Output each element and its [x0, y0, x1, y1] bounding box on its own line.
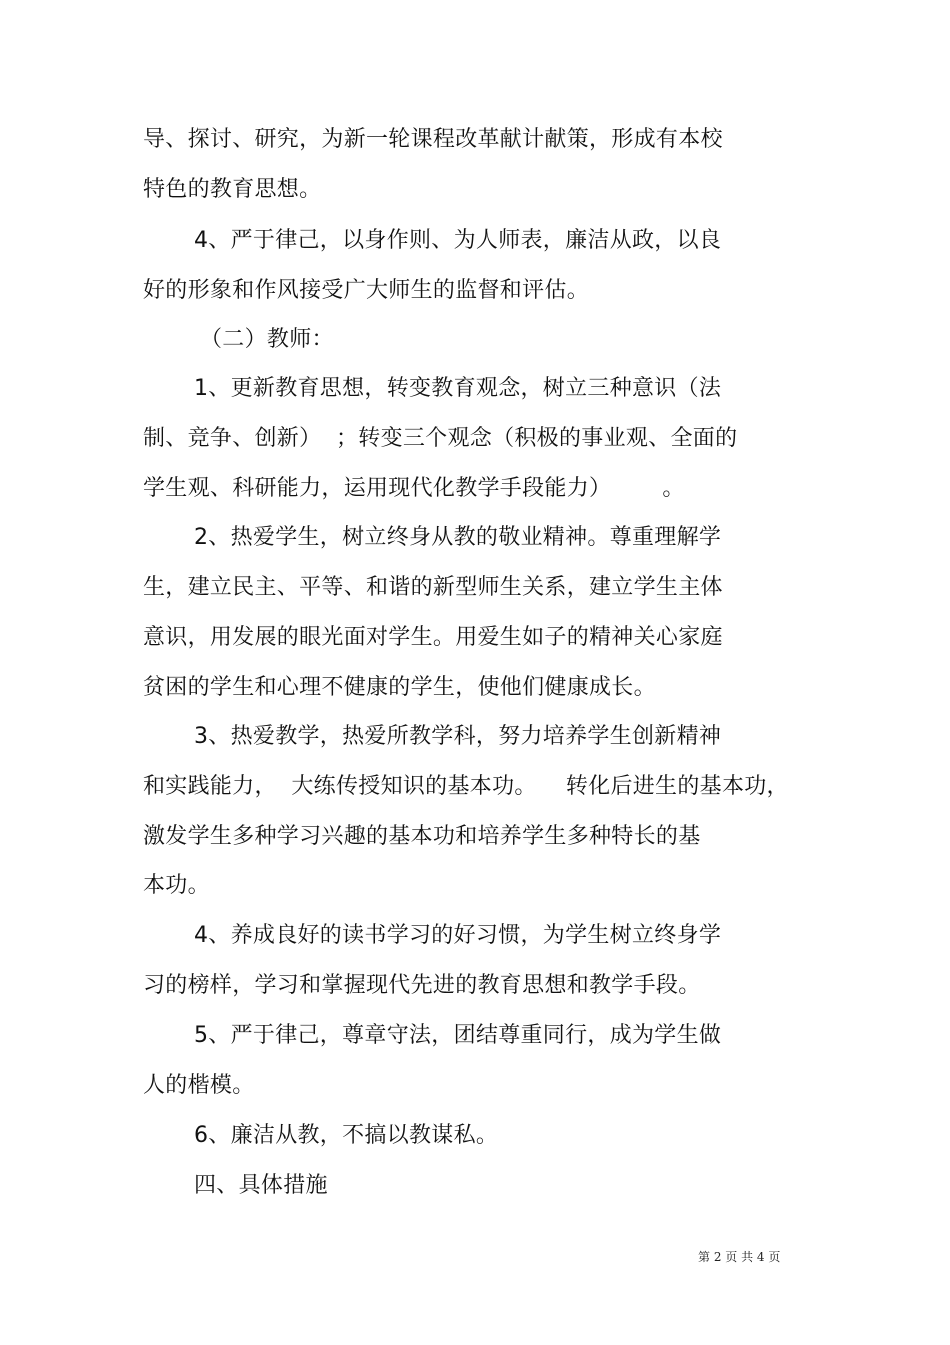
section-heading: 四、具体措施 [194, 1173, 328, 1198]
body-text-line: 本功。 [143, 873, 210, 898]
body-text-line: 制、竞争、创新） ；转变三个观念（积极的事业观、全面的 [143, 426, 738, 451]
body-text-line: 学生观、科研能力，运用现代化教学手段能力） 。 [143, 476, 685, 501]
body-text-line: 贫困的学生和心理不健康的学生，使他们健康成长。 [143, 675, 656, 700]
page-number-footer: 第 2 页 共 4 页 [698, 1250, 781, 1264]
body-text-line: 导、探讨、研究，为新一轮课程改革献计献策，形成有本校 [143, 127, 723, 152]
body-text-line: 习的榜样，学习和掌握现代先进的教育思想和教学手段。 [143, 973, 701, 998]
body-text-line: 特色的教育思想。 [143, 177, 322, 202]
body-text-line: 4、养成良好的读书学习的好习惯，为学生树立终身学 [194, 923, 722, 948]
body-text-line: 1、更新教育思想，转变教育观念，树立三种意识（法 [194, 376, 722, 401]
section-heading: （二）教师： [200, 327, 334, 352]
body-text-line: 意识，用发展的眼光面对学生。用爱生如子的精神关心家庭 [143, 625, 723, 650]
body-text-line: 5、严于律己，尊章守法，团结尊重同行，成为学生做 [194, 1023, 722, 1048]
body-text-line: 和实践能力， 大练传授知识的基本功。 转化后进生的基本功， [143, 774, 789, 799]
body-text-line: 人的楷模。 [143, 1073, 255, 1098]
body-text-line: 激发学生多种学习兴趣的基本功和培养学生多种特长的基 [143, 824, 701, 849]
body-text-line: 生，建立民主、平等、和谐的新型师生关系，建立学生主体 [143, 575, 723, 600]
body-text-line: 6、廉洁从教，不搞以教谋私。 [194, 1123, 499, 1148]
body-text-line: 2、热爱学生，树立终身从教的敬业精神。尊重理解学 [194, 525, 722, 550]
body-text-line: 4、严于律己，以身作则、为人师表，廉洁从政，以良 [194, 228, 722, 253]
body-text-line: 3、热爱教学，热爱所教学科，努力培养学生创新精神 [194, 724, 722, 749]
body-text-line: 好的形象和作风接受广大师生的监督和评估。 [143, 278, 590, 303]
